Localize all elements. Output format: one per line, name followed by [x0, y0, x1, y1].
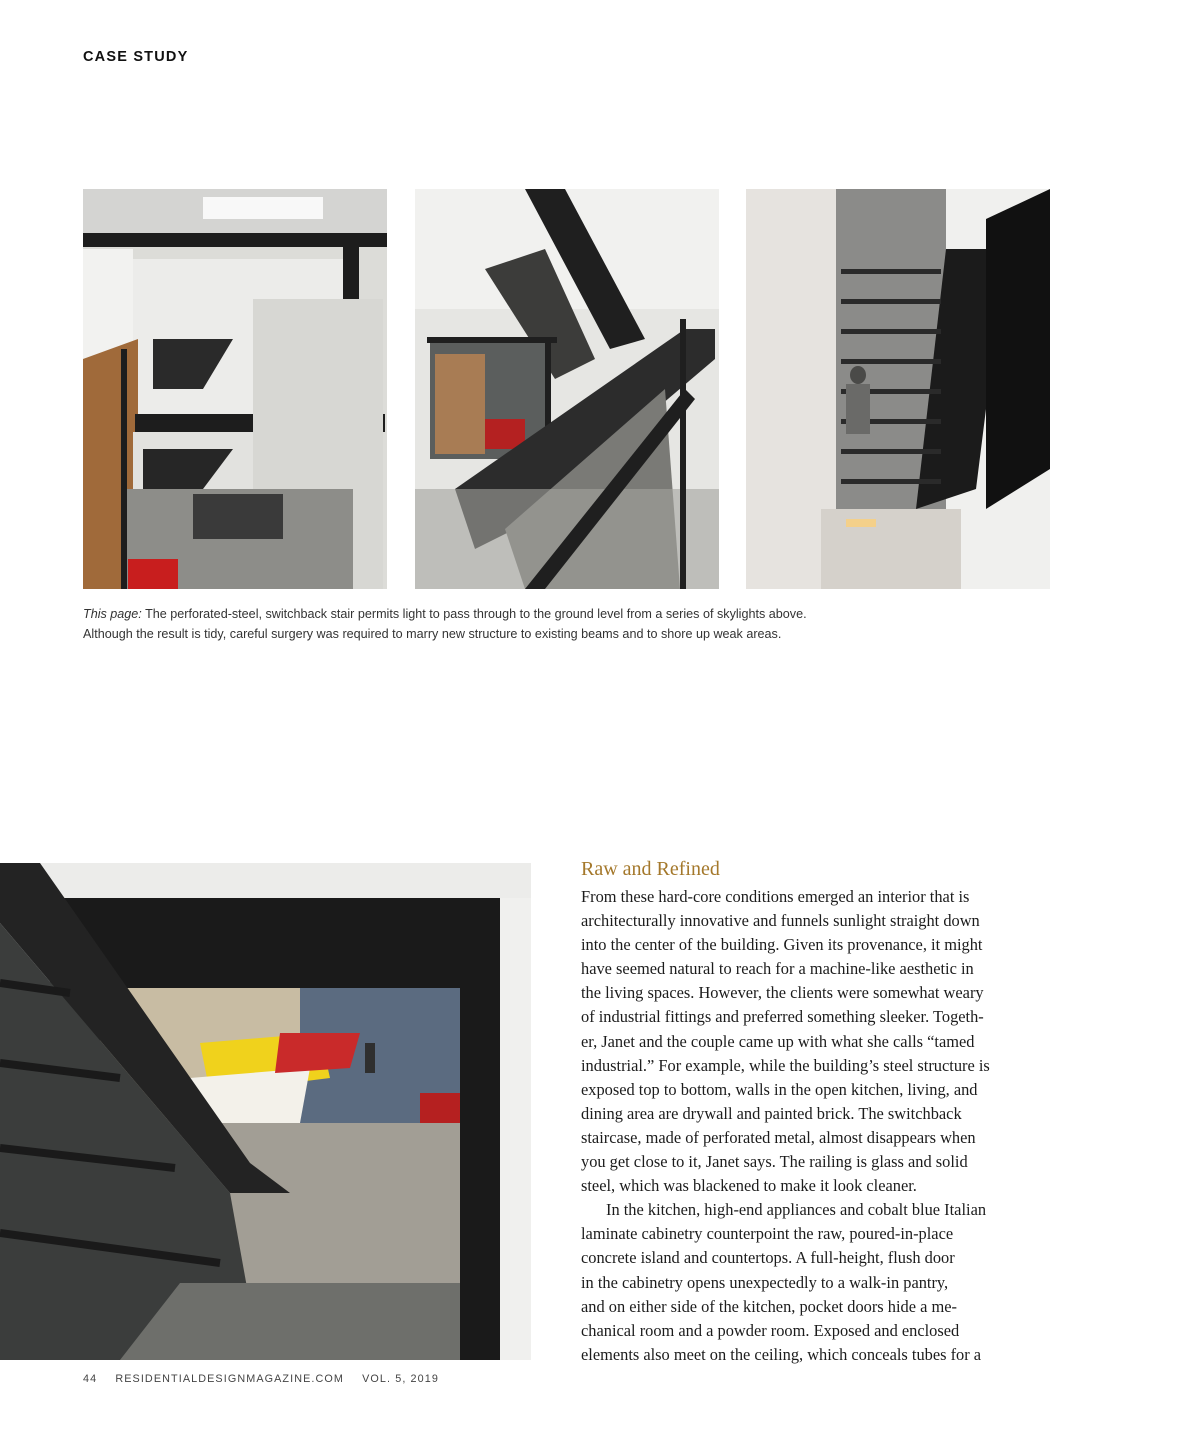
article-heading: Raw and Refined	[581, 858, 720, 880]
body-line: In the kitchen, high-end appliances and cobalt blue Italian	[606, 1200, 987, 1220]
body-line: concrete island and countertops. A full-height, flush door	[581, 1248, 955, 1268]
photo-garage-view	[0, 863, 531, 1360]
body-line: of industrial fittings and preferred something sleeker. Togeth-	[581, 1007, 984, 1027]
body-line: steel, which was blackened to make it look cleaner.	[581, 1176, 917, 1196]
caption-lead: This page:	[83, 607, 142, 621]
body-line: dining area are drywall and painted brick. The switchback	[581, 1103, 962, 1123]
page-number: 44	[83, 1373, 98, 1385]
body-line: the living spaces. However, the clients were somewhat weary	[581, 983, 984, 1003]
body-line: From these hard-core conditions emerged an interior that is	[581, 887, 970, 906]
caption-line-1: The perforated-steel, switchback stair permits light to pass through to the ground level from a series of skylights above.	[141, 607, 807, 621]
footer-volume: VOL. 5, 2019	[362, 1373, 439, 1385]
section-label: CASE STUDY	[83, 49, 189, 65]
article-body	[581, 885, 1061, 1367]
body-line: elements also meet on the ceiling, which conceals tubes for a	[581, 1344, 982, 1364]
body-line: er, Janet and the couple came up with what she calls “tamed	[581, 1031, 975, 1051]
footer-site: RESIDENTIALDESIGNMAGAZINE.COM	[115, 1373, 344, 1385]
photo-steel-stair	[415, 189, 719, 589]
body-line: have seemed natural to reach for a machine-like aesthetic in	[581, 959, 974, 979]
page-footer	[83, 1373, 453, 1385]
body-line: laminate cabinetry counterpoint the raw, poured-in-place	[581, 1224, 954, 1244]
body-line: into the center of the building. Given its provenance, it might	[581, 935, 983, 955]
photo-stair-atrium	[83, 189, 387, 589]
body-line: industrial.” For example, while the building’s steel structure is	[581, 1055, 990, 1075]
caption-line-2: Although the result is tidy, careful surgery was required to marry new structure to existing beams and to shore up weak areas.	[83, 626, 782, 641]
photo-caption	[83, 605, 963, 644]
body-line: you get close to it, Janet says. The railing is glass and solid	[581, 1152, 968, 1172]
body-line: staircase, made of perforated metal, almost disappears when	[581, 1127, 976, 1147]
body-line: exposed top to bottom, walls in the open kitchen, living, and	[581, 1079, 978, 1099]
photo-stair-view-up	[746, 189, 1050, 589]
body-line: in the cabinetry opens unexpectedly to a walk-in pantry,	[581, 1272, 949, 1292]
body-line: architecturally innovative and funnels sunlight straight down	[581, 911, 980, 931]
body-line: and on either side of the kitchen, pocket doors hide a me-	[581, 1296, 957, 1316]
body-line: chanical room and a powder room. Exposed and enclosed	[581, 1320, 960, 1340]
